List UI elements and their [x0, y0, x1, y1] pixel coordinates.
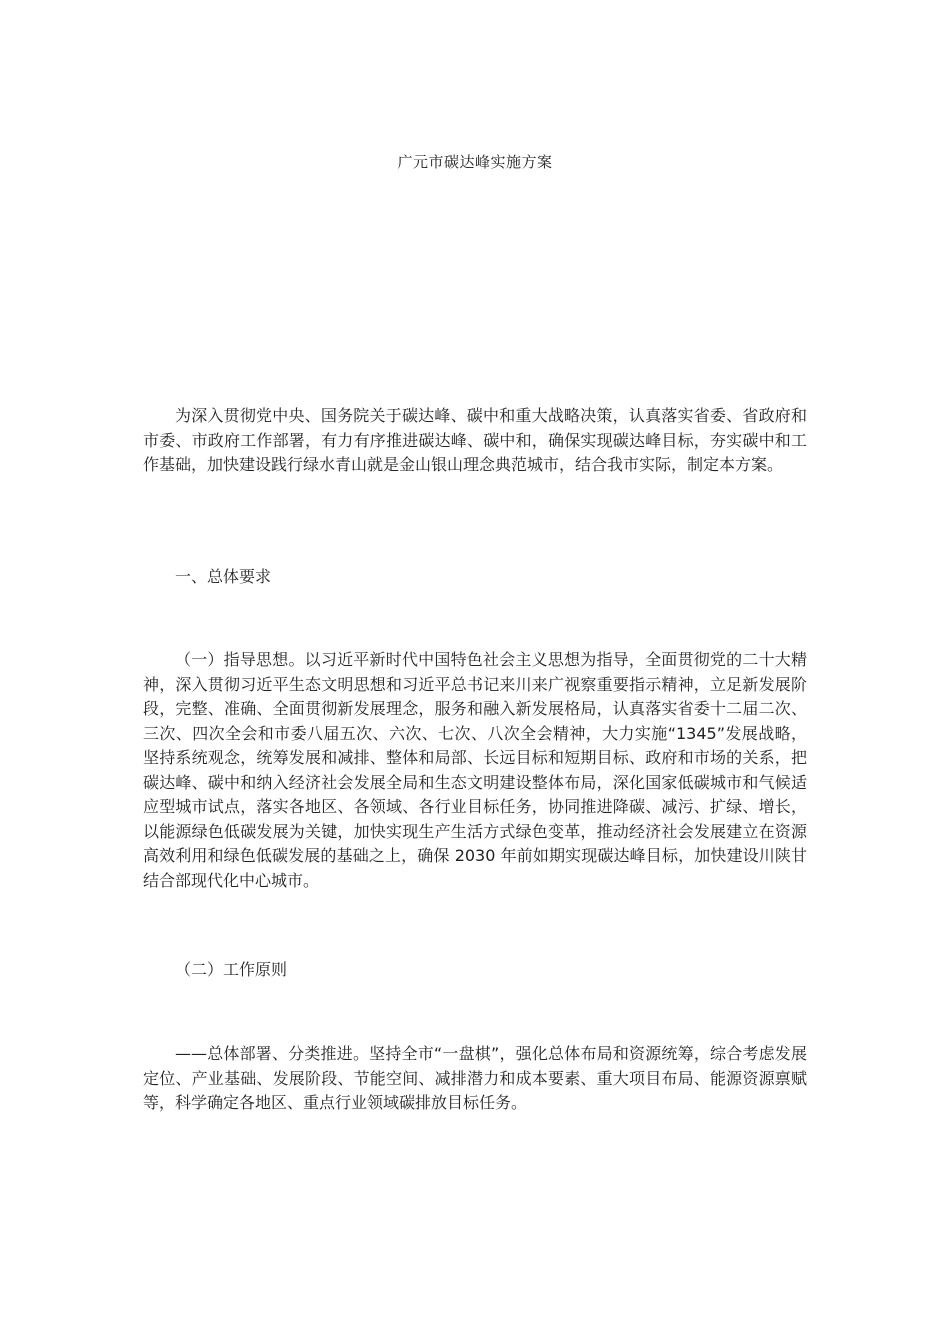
subsection-heading-work-principles: （二）工作原则 — [175, 960, 288, 979]
guiding-ideology-paragraph: （一）指导思想。以习近平新时代中国特色社会主义思想为指导，全面贯彻党的二十大精神，深入贯彻习近平生态文明思想和习近平总书记来川来广视察重要指示精神，立足新发展阶段，完整、准确、全面贯彻新发展理念，服务和融入新发展格局，认真落实省委十二届二次、三次、四次全会和市委八届五次、六次、七次、八次全会精神，大力实施“1345”发展战略，坚持系统观念，统筹发展和减排、整体和局部、长远目标和短期目标、政府和市场的关系，把碳达峰、碳中和纳入经济社会发展全局和生态文明建设整体布局，深化国家低碳城市和气候适应型城市试点，落实各地区、各领域、各行业目标任务，协同推进降碳、减污、扩绿、增长，以能源绿色低碳发展为关键，加快实现生产生活方式绿色变革，推动经济社会发展建立在资源高效利用和绿色低碳发展的基础之上，确保 2030 年前如期实现碳达峰目标，加快建设川陕甘结合部现代化中心城市。 — [143, 650, 807, 890]
document-title: 广元市碳达峰实施方案 — [397, 153, 553, 171]
principle-paragraph: ——总体部署、分类推进。坚持全市“一盘棋”，强化总体布局和资源统筹，综合考虑发展定位、产业基础、发展阶段、节能空间、减排潜力和成本要素、重大项目布局、能源资源禀赋等，科学确定各地区、重点行业领域碳排放目标任务。 — [143, 1044, 807, 1112]
section-heading-general-requirements: 一、总体要求 — [175, 567, 272, 586]
intro-paragraph: 为深入贯彻党中央、国务院关于碳达峰、碳中和重大战略决策，认真落实省委、省政府和市委、市政府工作部署，有力有序推进碳达峰、碳中和，确保实现碳达峰目标，夯实碳中和工作基础，加快建设践行绿水青山就是金山银山理念典范城市，结合我市实际，制定本方案。 — [143, 406, 807, 474]
